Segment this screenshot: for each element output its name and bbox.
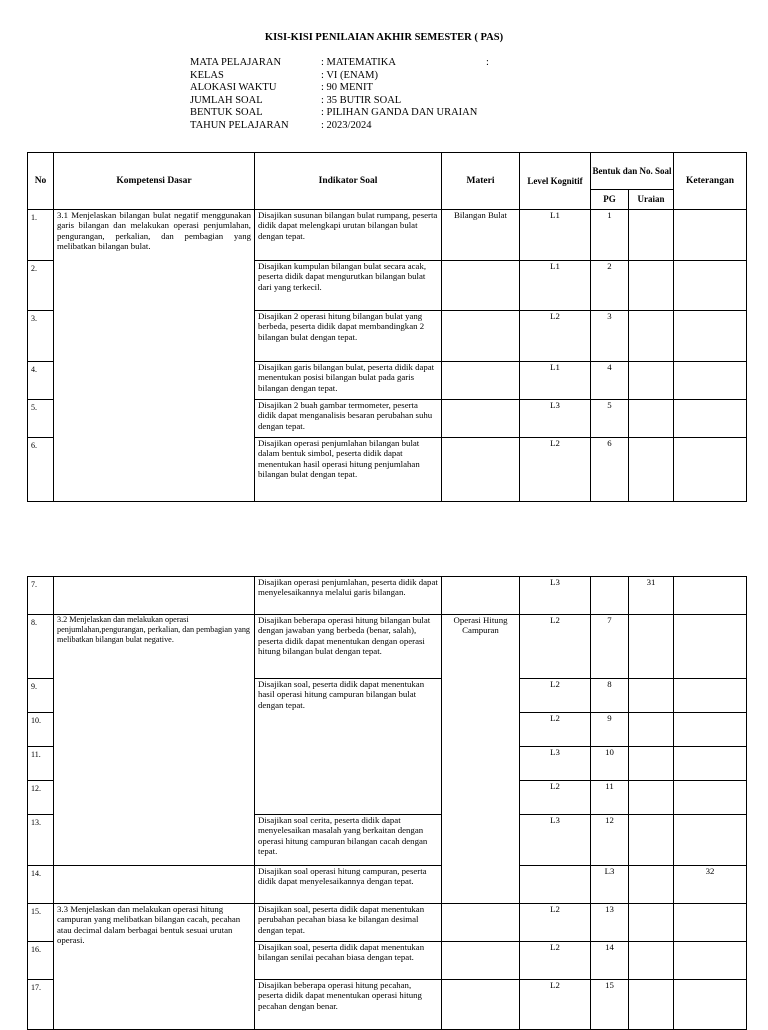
row-number: 6.	[28, 438, 54, 502]
pg-cell: 14	[591, 942, 629, 980]
kisi-kisi-table-page-1	[27, 152, 747, 502]
indikator-cell: Disajikan susunan bilangan bulat rumpang, peserta didik dapat melengkapi urutan bilangan bulat dengan tepat.	[255, 210, 442, 261]
keterangan-cell	[674, 713, 747, 747]
uraian-cell	[629, 400, 674, 438]
level-cell: L2	[520, 980, 591, 1030]
info-row	[190, 120, 477, 133]
level-cell: L1	[520, 210, 591, 261]
pg-cell: 11	[591, 781, 629, 815]
keterangan-cell	[674, 261, 747, 311]
kompetensi-dasar-cell: 3.1 Menjelaskan bilangan bulat negatif menggunakan garis bilangan dan melakukan operasi penjumlahan, pengurangan, perkalian, dan pembagian yang melibatkan bilangan bulat.	[54, 210, 255, 502]
pg-cell: 13	[591, 904, 629, 942]
pg-cell: 8	[591, 679, 629, 713]
level-cell: L1	[520, 362, 591, 400]
pg-cell: 4	[591, 362, 629, 400]
pg-cell: 6	[591, 438, 629, 502]
level-cell: L3	[520, 400, 591, 438]
info-row	[190, 107, 477, 120]
uraian-cell	[629, 713, 674, 747]
level-cell: L3	[591, 866, 629, 904]
pg-cell: 5	[591, 400, 629, 438]
keterangan-cell	[674, 942, 747, 980]
header-level-kognitif: Level Kognitif	[520, 153, 591, 210]
indikator-cell: Disajikan soal, peserta didik dapat menentukan perubahan pecahan biasa ke bilangan desimal dengan tepat.	[255, 904, 442, 942]
pg-cell: 1	[591, 210, 629, 261]
header-keterangan: Keterangan	[674, 153, 747, 210]
uraian-cell	[629, 781, 674, 815]
materi-cell: Bilangan Bulat	[442, 210, 520, 261]
level-cell: L2	[520, 438, 591, 502]
row-number: 7.	[28, 577, 54, 615]
indikator-cell: Disajikan soal, peserta didik dapat menentukan hasil operasi hitung campuran bilangan bulat dengan tepat.	[255, 679, 442, 815]
uraian-cell	[629, 438, 674, 502]
uraian-cell	[629, 815, 674, 866]
keterangan-cell	[674, 577, 747, 615]
row-number: 1.	[28, 210, 54, 261]
keterangan-cell	[674, 438, 747, 502]
row-number: 10.	[28, 713, 54, 747]
info-row	[190, 82, 477, 95]
pg-cell	[591, 577, 629, 615]
pg-cell: 10	[591, 747, 629, 781]
indikator-cell: Disajikan beberapa operasi hitung pecahan, peserta didik dapat menentukan operasi hitung pecahan dengan benar.	[255, 980, 442, 1030]
pg-cell	[629, 866, 674, 904]
pg-cell: 2	[591, 261, 629, 311]
document-title: KISI-KISI PENILAIAN AKHIR SEMESTER ( PAS)	[264, 32, 504, 43]
table-row	[28, 904, 747, 942]
row-number: 5.	[28, 400, 54, 438]
uraian-cell	[629, 210, 674, 261]
subject-info	[190, 57, 489, 133]
keterangan-cell	[674, 815, 747, 866]
row-number: 14.	[28, 866, 54, 904]
pg-cell: 15	[591, 980, 629, 1030]
row-number: 2.	[28, 261, 54, 311]
table-row	[28, 615, 747, 679]
row-number: 9.	[28, 679, 54, 713]
uraian-cell	[629, 980, 674, 1030]
kompetensi-dasar-cell: 3.3 Menjelaskan dan melakukan operasi hitung campuran yang melibatkan bilangan cacah, pecahan atau decimal dalam berbagai bentuk sesuai urutan operasi.	[54, 904, 255, 1030]
level-cell: L3	[520, 815, 591, 866]
info-label: ALOKASI WAKTU	[190, 82, 277, 94]
info-label: TAHUN PELAJARAN	[190, 119, 289, 131]
header-materi: Materi	[442, 153, 520, 210]
pg-cell: 3	[591, 311, 629, 362]
pg-cell: 7	[591, 615, 629, 679]
keterangan-cell	[674, 400, 747, 438]
pg-cell: 9	[591, 713, 629, 747]
indikator-cell: Disajikan beberapa operasi hitung bilangan bulat dengan jawaban yang berbeda (benar, salah), peserta didik dapat menentukan dengan operasi hitung bilangan bulat dengan tepat.	[255, 615, 442, 679]
kompetensi-dasar-cell	[54, 866, 255, 904]
info-label: JUMLAH SOAL	[190, 94, 263, 106]
keterangan-cell	[674, 679, 747, 713]
level-cell: L2	[520, 679, 591, 713]
row-number: 12.	[28, 781, 54, 815]
kompetensi-dasar-cell: 3.2 Menjelaskan dan melakukan operasi penjumlahan,pengurangan, perkalian, dan pembagian yang melibatkan bilangan bulat negative.	[54, 615, 255, 866]
materi-cell	[442, 904, 520, 942]
level-cell: L2	[520, 942, 591, 980]
indikator-cell: Disajikan soal operasi hitung campuran, peserta didik dapat menyelesaikannya dengan tepat.	[255, 866, 442, 904]
materi-cell	[520, 866, 591, 904]
info-value: : 90 MENIT	[321, 82, 373, 94]
indikator-cell: Disajikan 2 buah gambar termometer, peserta didik dapat menganalisis besaran perubahan suhu dengan tepat.	[255, 400, 442, 438]
info-label: MATA PELAJARAN	[190, 57, 282, 68]
level-cell: L2	[520, 713, 591, 747]
keterangan-cell	[674, 311, 747, 362]
uraian-cell	[629, 311, 674, 362]
header-kompetensi-dasar: Kompetensi Dasar	[54, 153, 255, 210]
level-cell: L2	[520, 615, 591, 679]
keterangan-cell	[674, 904, 747, 942]
materi-cell	[442, 261, 520, 311]
row-number: 8.	[28, 615, 54, 679]
keterangan-cell	[674, 362, 747, 400]
indikator-cell: Disajikan 2 operasi hitung bilangan bulat yang berbeda, peserta didik dapat membandingkan 2 bilangan bulat dengan tepat.	[255, 311, 442, 362]
info-label: KELAS	[190, 69, 224, 81]
level-cell: L3	[520, 747, 591, 781]
pg-cell: 12	[591, 815, 629, 866]
info-row	[190, 57, 477, 70]
keterangan-cell	[674, 781, 747, 815]
kompetensi-dasar-cell	[54, 577, 255, 615]
header-pg: PG	[591, 190, 629, 210]
row-number: 15.	[28, 904, 54, 942]
row-number: 16.	[28, 942, 54, 980]
materi-cell	[442, 438, 520, 502]
info-label: BENTUK SOAL	[190, 107, 263, 119]
uraian-cell	[629, 362, 674, 400]
uraian-cell	[629, 904, 674, 942]
uraian-cell	[629, 747, 674, 781]
info-value: : VI (ENAM)	[321, 69, 378, 81]
keterangan-cell	[674, 615, 747, 679]
header-no: No	[28, 153, 54, 210]
info-value: : 35 BUTIR SOAL	[321, 94, 402, 106]
level-cell: L1	[520, 261, 591, 311]
info-value: : MATEMATIKA	[321, 57, 396, 68]
kisi-kisi-table-page-2	[27, 576, 747, 1030]
materi-cell	[442, 942, 520, 980]
header-indikator-soal: Indikator Soal	[255, 153, 442, 210]
keterangan-cell	[674, 747, 747, 781]
uraian-cell: 32	[674, 866, 747, 904]
info-value: : 2023/2024	[321, 119, 372, 131]
header-bentuk-no-soal: Bentuk dan No. Soal	[591, 153, 674, 190]
uraian-cell	[629, 679, 674, 713]
indikator-cell: Disajikan kumpulan bilangan bulat secara acak, peserta didik dapat mengurutkan bilangan bulat dari yang terkecil.	[255, 261, 442, 311]
uraian-cell	[629, 261, 674, 311]
indikator-cell: Disajikan garis bilangan bulat, peserta didik dapat menentukan posisi bilangan bulat pada garis bilangan dengan tepat.	[255, 362, 442, 400]
row-number: 13.	[28, 815, 54, 866]
keterangan-cell	[674, 980, 747, 1030]
materi-cell	[442, 577, 520, 615]
level-cell: L2	[520, 904, 591, 942]
table-row	[28, 210, 747, 261]
header-uraian: Uraian	[629, 190, 674, 210]
level-cell: L2	[520, 311, 591, 362]
info-row	[190, 95, 477, 108]
materi-cell	[442, 311, 520, 362]
uraian-cell: 31	[629, 577, 674, 615]
row-number: 11.	[28, 747, 54, 781]
stray-colon: :	[486, 57, 489, 68]
indikator-cell: Disajikan soal cerita, peserta didik dapat menyelesaikan masalah yang berkaitan dengan operasi hitung campuran bilangan cacah dengan tepat.	[255, 815, 442, 866]
info-value: : PILIHAN GANDA DAN URAIAN	[321, 107, 478, 119]
level-cell: L2	[520, 781, 591, 815]
materi-cell	[442, 980, 520, 1030]
materi-cell	[442, 400, 520, 438]
keterangan-cell	[674, 210, 747, 261]
uraian-cell	[629, 942, 674, 980]
indikator-cell: Disajikan soal, peserta didik dapat menentukan bilangan senilai pecahan biasa dengan tepat.	[255, 942, 442, 980]
row-number: 3.	[28, 311, 54, 362]
row-number: 4.	[28, 362, 54, 400]
table-row	[28, 577, 747, 615]
info-row	[190, 70, 477, 83]
row-number: 17.	[28, 980, 54, 1030]
uraian-cell	[629, 615, 674, 679]
indikator-cell: Disajikan operasi penjumlahan, peserta didik dapat menyelesaikannya melalui garis bilangan.	[255, 577, 442, 615]
table-row	[28, 866, 747, 904]
materi-cell	[442, 362, 520, 400]
materi-cell: Operasi Hitung Campuran	[442, 615, 520, 904]
level-cell: L3	[520, 577, 591, 615]
indikator-cell: Disajikan operasi penjumlahan bilangan bulat dalam bentuk simbol, peserta didik dapat menentukan hasil operasi hitung penjumlahan bilangan bulat dengan tepat.	[255, 438, 442, 502]
